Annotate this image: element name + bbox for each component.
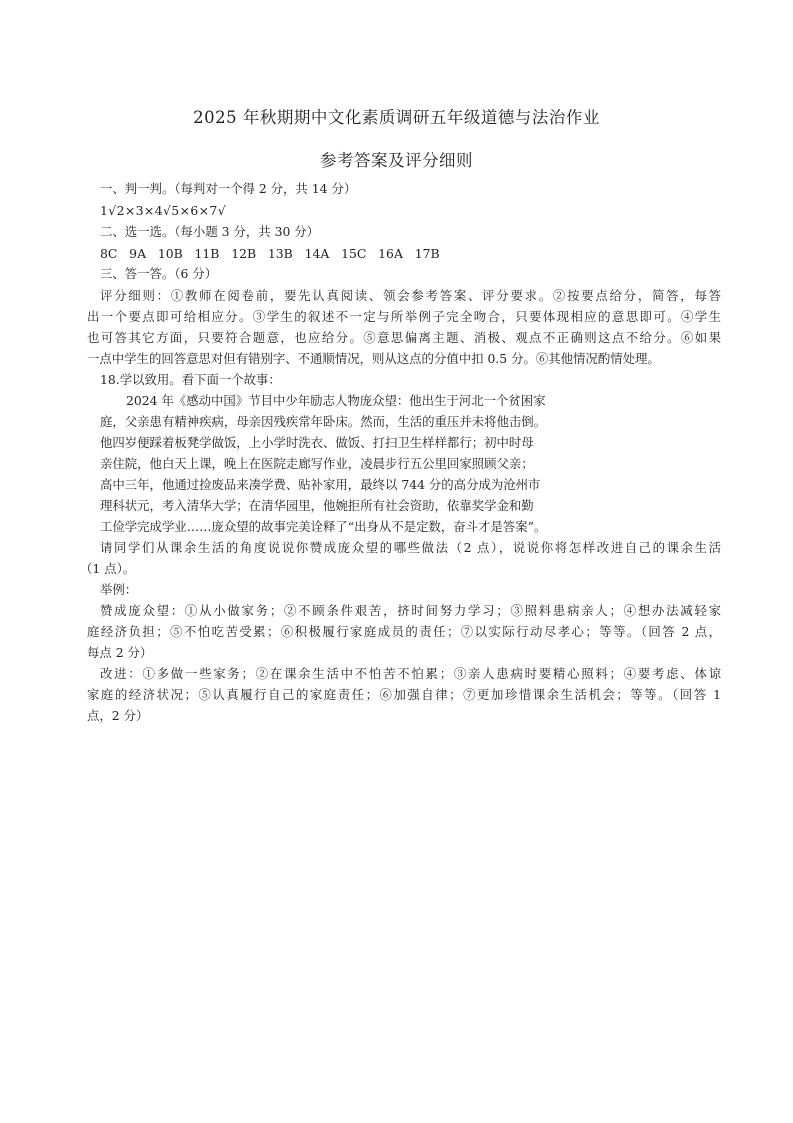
- story-line: 他四岁便踩着板凳学做饭，上小学时洗衣、做饭、打扫卫生样样都行；初中时母: [100, 435, 534, 450]
- story-line: 亲住院，他白天上课，晚上在医院走廊写作业，凌晨步行五公里回家照顾父亲；: [100, 456, 534, 471]
- rubric-line: 也可答其它方面，只要符合题意，也应给分。⑤意思偏离主题、消极、观点不正确则这点不给分。⑥如果: [87, 330, 721, 345]
- approve-answer-line: 每点 2 分）: [87, 645, 153, 660]
- page-subtitle: 参考答案及评分细则: [320, 151, 473, 170]
- section1-answers: 1√2×3×4√5×6×7√: [100, 203, 226, 218]
- approve-answer-line: 赞成庞众望：①从小做家务；②不顾条件艰苦，挤时间努力学习；③照料患病亲人；④想办法减轻家: [100, 603, 721, 618]
- improve-answer-line: 改进：①多做一些家务；②在课余生活中不怕苦不怕累；③亲人患病时要精心照料；④要考虑、体谅: [100, 666, 721, 681]
- rubric-line: 一点中学生的回答意思对但有错别字、不通顺情况，则从这点的分值中扣 0.5 分。⑥其他情况酌情处理。: [87, 351, 660, 366]
- approve-answer-line: 庭经济负担；⑤不怕吃苦受累；⑥积极履行家庭成员的责任；⑦以实际行动尽孝心；等等。（回答 2 点，: [87, 624, 721, 639]
- section2-heading: 二、选一选。（每小题 3 分，共 30 分）: [100, 224, 320, 239]
- example-label: 举例：: [100, 582, 138, 597]
- improve-answer-line: 家庭的经济状况；⑤认真履行自己的家庭责任；⑥加强自律；⑦更加珍惜课余生活机会；等等。（回答 1: [87, 687, 721, 702]
- improve-answer-line: 点，2 分）: [87, 708, 149, 723]
- question-prompt-line: （1 点）。: [80, 561, 136, 576]
- story-line: 理科状元，考入清华大学；在清华园里，他婉拒所有社会资助，依靠奖学金和勤: [100, 498, 534, 513]
- story-line: 工俭学完成学业……庞众望的故事完美诠释了“出身从不是定数，奋斗才是答案”。: [100, 519, 547, 534]
- rubric-line: 出一个要点即可给相应分。③学生的叙述不一定与所举例子完全吻合，只要体现相应的意思即可。④学生: [87, 309, 721, 324]
- question18-heading: 18.学以致用。看下面一个故事：: [100, 372, 281, 387]
- page-title: 2025 年秋期期中文化素质调研五年级道德与法治作业: [193, 108, 600, 127]
- story-line: 庭，父亲患有精神疾病，母亲因残疾常年卧床。然而，生活的重压并未将他击倒。: [100, 414, 547, 429]
- story-line: 2024 年《感动中国》节目中少年励志人物庞众望：他出生于河北一个贫困家: [126, 393, 546, 408]
- section1-heading: 一、判一判。（每判对一个得 2 分，共 14 分）: [100, 181, 357, 196]
- section2-answers: 8C 9A 10B 11B 12B 13B 14A 15C 16A 17B: [100, 246, 440, 261]
- section3-heading: 三、答一答。（6 分）: [100, 266, 218, 281]
- rubric-line: 评分细则：①教师在阅卷前，要先认真阅读、领会参考答案、评分要求。②按要点给分，简答，每答: [100, 288, 721, 303]
- story-line: 高中三年，他通过捡废品来凑学费、贴补家用，最终以 744 分的高分成为沧州市: [100, 477, 541, 492]
- question-prompt-line: 请同学们从课余生活的角度说说你赞成庞众望的哪些做法（2 点），说说你将怎样改进自己的课余生活: [100, 540, 721, 555]
